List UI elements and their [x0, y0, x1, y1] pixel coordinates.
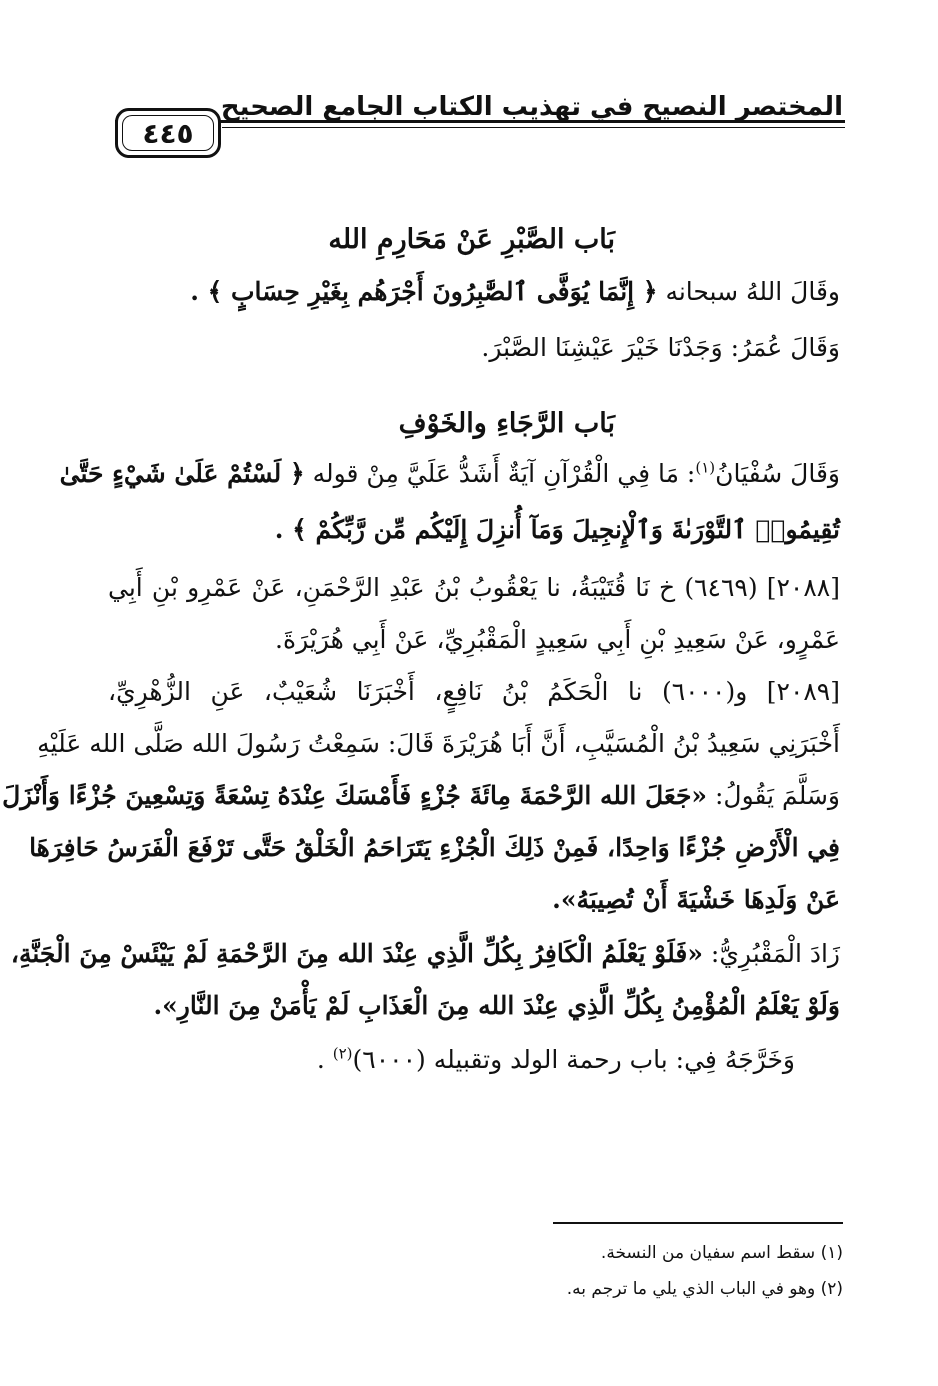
takhrij-line — [317, 1040, 795, 1080]
text-run: وَخَرَّجَهُ فِي: باب رحمة الولد وتقبيله (٦٠٠٠) — [352, 1045, 795, 1074]
hadith-line: [٢٠٨٩] و(٦٠٠٠) نا الْحَكَمُ بْنُ نَافِعٍ، أَخْبَرَنَا شُعَيْبٌ، عَنِ الزُّهْرِيِّ، — [108, 677, 840, 706]
hadith-matn: «جَعَلَ الله الرَّحْمَةَ مِائَةَ جُزْءٍ فَأَمْسَكَ عِنْدَهُ تِسْعَةً وَتِسْعِينَ جُزْءًا وَأَنْزَلَ — [2, 781, 708, 810]
running-title: المختصر النصيح في تهذيب الكتاب الجامع الصحيح — [220, 92, 843, 122]
text-run: وَسَلَّمَ يَقُولُ: — [715, 781, 840, 810]
quran-verse-line: تُقِيمُوا۟ ٱلتَّوْرَىٰةَ وَٱلْإِنجِيلَ وَمَآ أُنزِلَ إِلَيْكُم مِّن رَّبِّكُمْ ﴾ . — [274, 515, 840, 544]
section-heading-hope-fear: بَاب الرَّجَاءِ والخَوْفِ — [398, 408, 615, 439]
footnote-marker: (١) — [695, 458, 716, 477]
text-run: وقَالَ اللهُ سبحانه — [665, 277, 840, 306]
quran-verse: ﴿ لَسْتُمْ عَلَىٰ شَيْءٍ حَتَّىٰ — [59, 459, 305, 488]
text-line — [59, 454, 840, 494]
footnote-2: (٢) وهو في الباب الذي يلي ما ترجم به. — [566, 1279, 843, 1299]
footnote-marker: (٢) — [332, 1044, 353, 1063]
hadith-matn-line: وَلَوْ يَعْلَمُ الْمُؤْمِنُ بِكُلِّ الَّذِي عِنْدَ الله مِنَ الْعَذَابِ لَمْ يَأْمَنْ مِنَ النَّارِ». — [153, 991, 840, 1020]
hadith-matn-line: عَنْ وَلَدِهَا خَشْيَةَ أَنْ تُصِيبَهُ». — [552, 885, 840, 914]
footnote-1: (١) سقط اسم سفيان من النسخة. — [600, 1243, 843, 1263]
text-line — [190, 272, 840, 312]
hadith-line — [2, 776, 840, 816]
hadith-line — [10, 934, 840, 974]
section-heading-patience: بَاب الصَّبْرِ عَنْ مَحَارِمِ الله — [328, 224, 615, 255]
text-line: وَقَالَ عُمَرُ: وَجَدْنَا خَيْرَ عَيْشِنَا الصَّبْرَ. — [481, 333, 840, 362]
page-number-frame — [115, 108, 221, 158]
text-run: زَادَ الْمَقْبُرِيُّ: — [710, 939, 840, 968]
footnote-rule — [553, 1222, 843, 1224]
header-rule — [115, 120, 845, 123]
hadith-line: [٢٠٨٨] (٦٤٦٩) خ نَا قُتَيْبَةُ، نا يَعْقُوبُ بْنُ عَبْدِ الرَّحْمَنِ، عَنْ عَمْرِو بْنِ أَبِي — [108, 573, 840, 602]
text-run: . — [316, 1045, 333, 1074]
header-rule-thin — [222, 127, 845, 128]
hadith-line: عَمْرٍو، عَنْ سَعِيدِ بْنِ أَبِي سَعِيدٍ الْمَقْبُرِيِّ، عَنْ أَبِي هُرَيْرَةَ. — [275, 625, 840, 654]
hadith-matn-line: فِي الْأَرْضِ جُزْءًا وَاحِدًا، فَمِنْ ذَلِكَ الْجُزْءِ يَتَرَاحَمُ الْخَلْقُ حَتَّى تَرْفَعَ الْفَرَسُ حَافِرَهَا — [29, 833, 840, 862]
page-number: ٤٤٥ — [142, 116, 194, 150]
hadith-line: أَخْبَرَنِي سَعِيدُ بْنُ الْمُسَيَّبِ، أَنَّ أَبَا هُرَيْرَةَ قَالَ: سَمِعْتُ رَسُولَ الله صَلَّى الله عَلَيْهِ — [37, 729, 840, 758]
quran-verse: ﴿ إِنَّمَا يُوَفَّى ٱلصَّٰبِرُونَ أَجْرَهُم بِغَيْرِ حِسَابٍ ﴾ . — [190, 277, 658, 306]
text-run: : مَا فِي الْقُرْآنِ آيَةٌ أَشَدُّ عَلَيَّ مِنْ قوله — [312, 459, 696, 488]
text-run: وَقَالَ سُفْيَانُ — [715, 459, 840, 488]
hadith-matn: «فَلَوْ يَعْلَمُ الْكَافِرُ بِكُلِّ الَّذِي عِنْدَ الله مِنَ الرَّحْمَةِ لَمْ يَيْئَسْ مِنَ الْجَنَّةِ، — [10, 939, 703, 968]
